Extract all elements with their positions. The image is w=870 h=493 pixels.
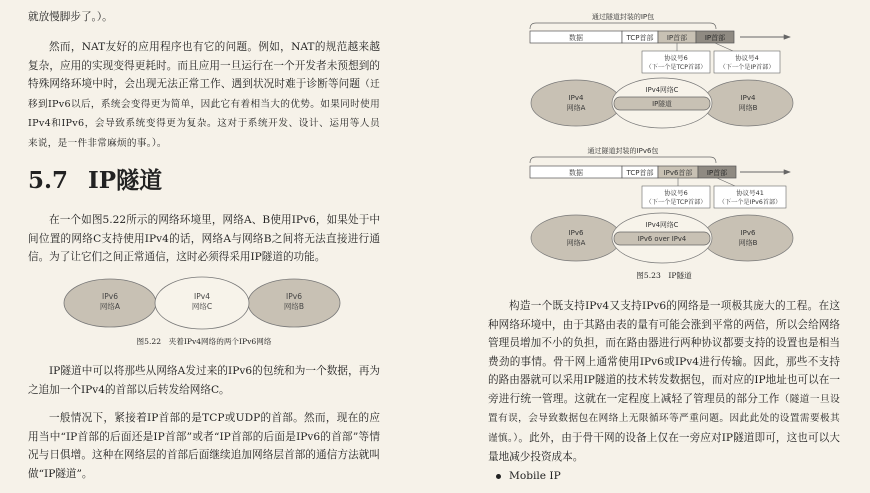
- figure-5-22: [62, 275, 342, 331]
- top-field-ip-outer-label: IP首部: [704, 34, 726, 42]
- bottom-note1-l1: 协议号6: [664, 189, 688, 197]
- top-packet-title: 通过隧道封装的IP包: [591, 13, 655, 21]
- figure-5-23: [528, 5, 798, 267]
- section-number: 5.7: [28, 167, 69, 194]
- bullet-label: Mobile IP: [509, 470, 561, 482]
- top-net-b: [703, 80, 793, 126]
- top-note2-l1: 协议号4: [735, 54, 759, 62]
- net-b-l2: 网络B: [283, 302, 305, 311]
- bottom-packet-title: 通过隧道封装的IPv6包: [587, 147, 659, 155]
- bottom-note2-l2: （下一个是IPv6首部）: [718, 199, 782, 206]
- bottom-field-tcp-label: TCP首部: [626, 169, 654, 177]
- bottom-net-a-l2: 网络A: [566, 239, 586, 247]
- top-field-tcp-label: TCP首部: [626, 34, 654, 42]
- net-a-l1: IPv6: [102, 292, 118, 301]
- bottom-note2-l1: 协议号41: [736, 189, 764, 197]
- top-net-c-l1: IPv4网络C: [645, 86, 679, 94]
- bottom-note2-pointer: [717, 178, 735, 186]
- top-net-b-l2: 网络B: [738, 104, 758, 112]
- top-note1-l1: 协议号6: [664, 54, 688, 62]
- top-net-c-l2: IP隧道: [652, 100, 672, 108]
- bullet-dot-icon: [496, 474, 501, 479]
- paragraph-nat-main: 然而，NAT友好的应用程序也有它的问题。例如，NAT的规范越来越复杂，应用的实现变得更耗时。而且应用一旦运行在一个开发者未预想到的特殊网络环境中时，会出现无法正常工作、遇到状况时难于诊断等问题: [28, 41, 380, 90]
- top-note2-pointer: [715, 43, 733, 51]
- figure-5-22-caption: 图5.22 夹着IPv4网络的两个IPv6网络: [136, 337, 272, 346]
- paragraph-dual-stack-note: （隧道一旦设置有误，会导致数据包在网络上无限循环等严重问题。因此此处的设置需要极其谨慎。）: [488, 393, 840, 444]
- bottom-net-a: [531, 215, 621, 261]
- continued-line: 就放慢脚步了。）。: [28, 11, 113, 23]
- bottom-net-b-l2: 网络B: [738, 239, 758, 247]
- paragraph-dual-stack-main: 构造一个既支持IPv4又支持IPv6的网络是一项极其庞大的工程。在这种网络环境中，由于其路由表的量有可能会涨到平常的两倍，所以会给网络管理员增加不小的负担，而在路由器进行两种协议都要支持的设置也是相当费劲的事情。骨干网上通常使用IPv6或IPv4进行传输。因此，那些不支持的路由器就可以采用IP隧道的技术转发数据包，而对应的IP地址也可以在一旁进行统一管理。这就在一定程度上减轻了管理员的部分工作: [488, 300, 840, 405]
- top-note2-l2: （下一个是IP首部）: [719, 64, 775, 71]
- paragraph-tunnel-def: 一般情况下，紧接着IP首部的是TCP或UDP的首部。然而，现在的应用当中“IP首部的后面还是IP首部”或者“IP首部的后面是IPv6的首部”等情况与日俱增。这种在网络层的首部后面继续追加网络层首部的通信方法就叫做“IP隧道”。: [28, 412, 380, 480]
- net-b-l1: IPv6: [286, 292, 302, 301]
- paragraph-dual-stack-tail: 。此外，由于骨干网的设备上仅在一旁应对IP隧道即可，这也可以大量地减少投资成本。: [488, 431, 840, 463]
- top-field-data-label: 数据: [569, 34, 583, 42]
- bottom-field-ipv6-label: IPv6首部: [663, 169, 693, 177]
- top-note1-l2: （下一个是TCP首部）: [645, 64, 707, 71]
- net-a-l2: 网络A: [99, 302, 121, 311]
- bottom-net-c-l1: IPv4网络C: [645, 221, 679, 229]
- top-brace: [530, 23, 716, 29]
- bullet-item: [496, 470, 561, 482]
- bottom-net-b: [703, 215, 793, 261]
- top-net-a: [531, 80, 621, 126]
- top-net-a-l2: 网络A: [566, 104, 586, 112]
- top-net-a-l1: IPv4: [568, 94, 584, 102]
- bottom-net-a-l1: IPv6: [568, 229, 584, 237]
- bottom-field-ip-label: IP首部: [706, 169, 728, 177]
- paragraph-tunnel-desc: IP隧道中可以将那些从网络A发过来的IPv6的包统和为一个数据，再为之追加一个IPv4的首部以后转发给网络C。: [28, 365, 380, 396]
- bottom-note1-l2: （下一个是TCP首部）: [645, 199, 707, 206]
- paragraph-nat-note: （迁移到IPv6以后，系统会变得更为简单，因此它有着相当大的优势。如果同时使用IPv4和IPv6，会导致系统变得更为复杂。这对于系统开发、设计、运用等人员来说，是一件非常麻烦的事。）。: [28, 79, 380, 149]
- bottom-brace: [530, 157, 716, 163]
- section-heading: [28, 162, 162, 195]
- bottom-net-b-l1: IPv6: [740, 229, 756, 237]
- paragraph-intro: 在一个如图5.22所示的网络环境里，网络A、B使用IPv6，如果处于中间位置的网络C支持使用IPv4的话，网络A与网络B之间将无法直接进行通信。为了让它们之间正常通信，这时必须得采用IP隧道的功能。: [28, 214, 380, 263]
- paragraph-nat: [28, 38, 380, 153]
- net-c-l1: IPv4: [194, 292, 210, 301]
- net-c-l2: 网络C: [191, 302, 213, 311]
- bottom-net-c-l2: IPv6 over IPv4: [637, 235, 687, 243]
- section-title: IP隧道: [88, 167, 163, 194]
- figure-5-23-caption: 图5.23 IP隧道: [636, 271, 692, 280]
- top-field-ip-inner-label: IP首部: [666, 34, 688, 42]
- top-net-b-l1: IPv4: [740, 94, 756, 102]
- bottom-field-data-label: 数据: [569, 169, 583, 177]
- paragraph-dual-stack: [488, 297, 840, 467]
